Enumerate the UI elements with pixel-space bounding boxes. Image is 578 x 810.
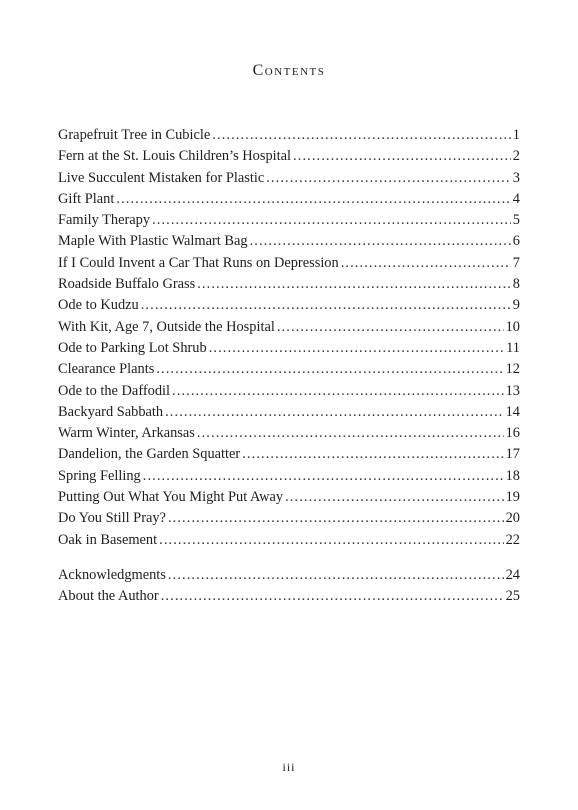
page-number: iii <box>282 760 296 774</box>
toc-entry-page: 6 <box>512 233 520 250</box>
dot-leader <box>141 295 511 316</box>
toc-entry-page: 11 <box>506 339 520 356</box>
toc-entry <box>58 359 520 380</box>
dot-leader <box>172 381 504 402</box>
dot-leader <box>116 189 510 210</box>
toc-entry-page: 9 <box>512 297 520 314</box>
dot-leader <box>159 530 503 551</box>
dot-leader <box>152 210 511 231</box>
toc-back-matter-list <box>58 565 520 608</box>
toc-entry <box>58 586 520 607</box>
toc-entry-page: 13 <box>505 382 520 399</box>
toc-entry-title: Dandelion, the Garden Squatter <box>58 446 241 463</box>
toc-entry-title: Ode to Parking Lot Shrub <box>58 339 207 356</box>
toc-entry <box>58 125 520 146</box>
toc-entry-page: 16 <box>505 425 520 442</box>
toc-entry-title: Do You Still Pray? <box>58 510 166 527</box>
toc-entry-title: Maple With Plastic Walmart Bag <box>58 233 248 250</box>
toc-list <box>58 125 520 551</box>
toc-entry-page: 20 <box>505 510 520 527</box>
toc-entry-title: Spring Felling <box>58 467 141 484</box>
dot-leader <box>250 231 511 252</box>
toc-entry-page: 8 <box>512 276 520 293</box>
toc-entry <box>58 338 520 359</box>
toc-entry-page: 18 <box>505 467 520 484</box>
dot-leader <box>197 274 511 295</box>
toc-entry-title: Ode to the Daffodil <box>58 382 171 399</box>
toc-entry-page: 7 <box>512 254 520 271</box>
dot-leader <box>209 338 504 359</box>
toc-entry <box>58 487 520 508</box>
page-title: Contents <box>252 62 326 79</box>
dot-leader <box>212 125 511 146</box>
toc-entry-page: 25 <box>505 588 520 605</box>
toc-entry-title: Clearance Plants <box>58 361 155 378</box>
toc-entry-page: 17 <box>505 446 520 463</box>
dot-leader <box>277 317 504 338</box>
toc-entry <box>58 423 520 444</box>
dot-leader <box>161 586 504 607</box>
toc-entry <box>58 231 520 252</box>
dot-leader <box>293 146 511 167</box>
toc-entry-title: With Kit, Age 7, Outside the Hospital <box>58 318 275 335</box>
dot-leader <box>242 444 503 465</box>
toc-entry-title: If I Could Invent a Car That Runs on Depression <box>58 254 339 271</box>
toc-entry-title: Oak in Basement <box>58 531 158 548</box>
toc-entry-title: Family Therapy <box>58 212 151 229</box>
toc-entry-title: Acknowledgments <box>58 567 166 583</box>
toc-entry-title: Warm Winter, Arkansas <box>58 425 195 442</box>
toc-entry-title: Putting Out What You Might Put Away <box>58 489 284 506</box>
toc-entry <box>58 444 520 465</box>
toc-entry <box>58 168 520 189</box>
dot-leader <box>266 168 511 189</box>
toc-entry-title: Backyard Sabbath <box>58 403 164 420</box>
toc-entry-title: Grapefruit Tree in Cubicle <box>58 127 211 143</box>
toc-entry <box>58 402 520 423</box>
toc-entry-page: 19 <box>505 489 520 506</box>
toc-entry <box>58 530 520 551</box>
toc-entry-page: 24 <box>505 567 520 583</box>
toc-entry-page: 14 <box>505 403 520 420</box>
toc-entry-title: Live Succulent Mistaken for Plastic <box>58 169 265 186</box>
toc-entry-title: Gift Plant <box>58 190 115 207</box>
toc-entry-page: 12 <box>505 361 520 378</box>
toc-entry <box>58 565 520 586</box>
toc-entry-page: 10 <box>505 318 520 335</box>
dot-leader <box>165 402 504 423</box>
dot-leader <box>197 423 504 444</box>
dot-leader <box>168 565 504 586</box>
toc-entry <box>58 317 520 338</box>
toc-entry-page: 1 <box>512 127 520 143</box>
toc-entry-title: Fern at the St. Louis Children’s Hospital <box>58 148 292 165</box>
toc-entry-title: Roadside Buffalo Grass <box>58 276 196 293</box>
toc-entry <box>58 381 520 402</box>
toc-entry <box>58 210 520 231</box>
toc-entry-page: 5 <box>512 212 520 229</box>
toc-entry <box>58 508 520 529</box>
toc-entry-title: Ode to Kudzu <box>58 297 139 314</box>
toc-entry-page: 4 <box>512 190 520 207</box>
toc-entry-page: 3 <box>512 169 520 186</box>
dot-leader <box>156 359 503 380</box>
dot-leader <box>341 253 511 274</box>
toc-entry <box>58 295 520 316</box>
toc-entry <box>58 253 520 274</box>
toc-entry <box>58 466 520 487</box>
dot-leader <box>143 466 504 487</box>
toc-entry-title: About the Author <box>58 588 159 605</box>
toc-entry <box>58 189 520 210</box>
dot-leader <box>285 487 504 508</box>
toc-entry-page: 22 <box>505 531 520 548</box>
dot-leader <box>168 508 504 529</box>
toc-entry-page: 2 <box>512 148 520 165</box>
toc-entry <box>58 274 520 295</box>
toc-entry <box>58 146 520 167</box>
